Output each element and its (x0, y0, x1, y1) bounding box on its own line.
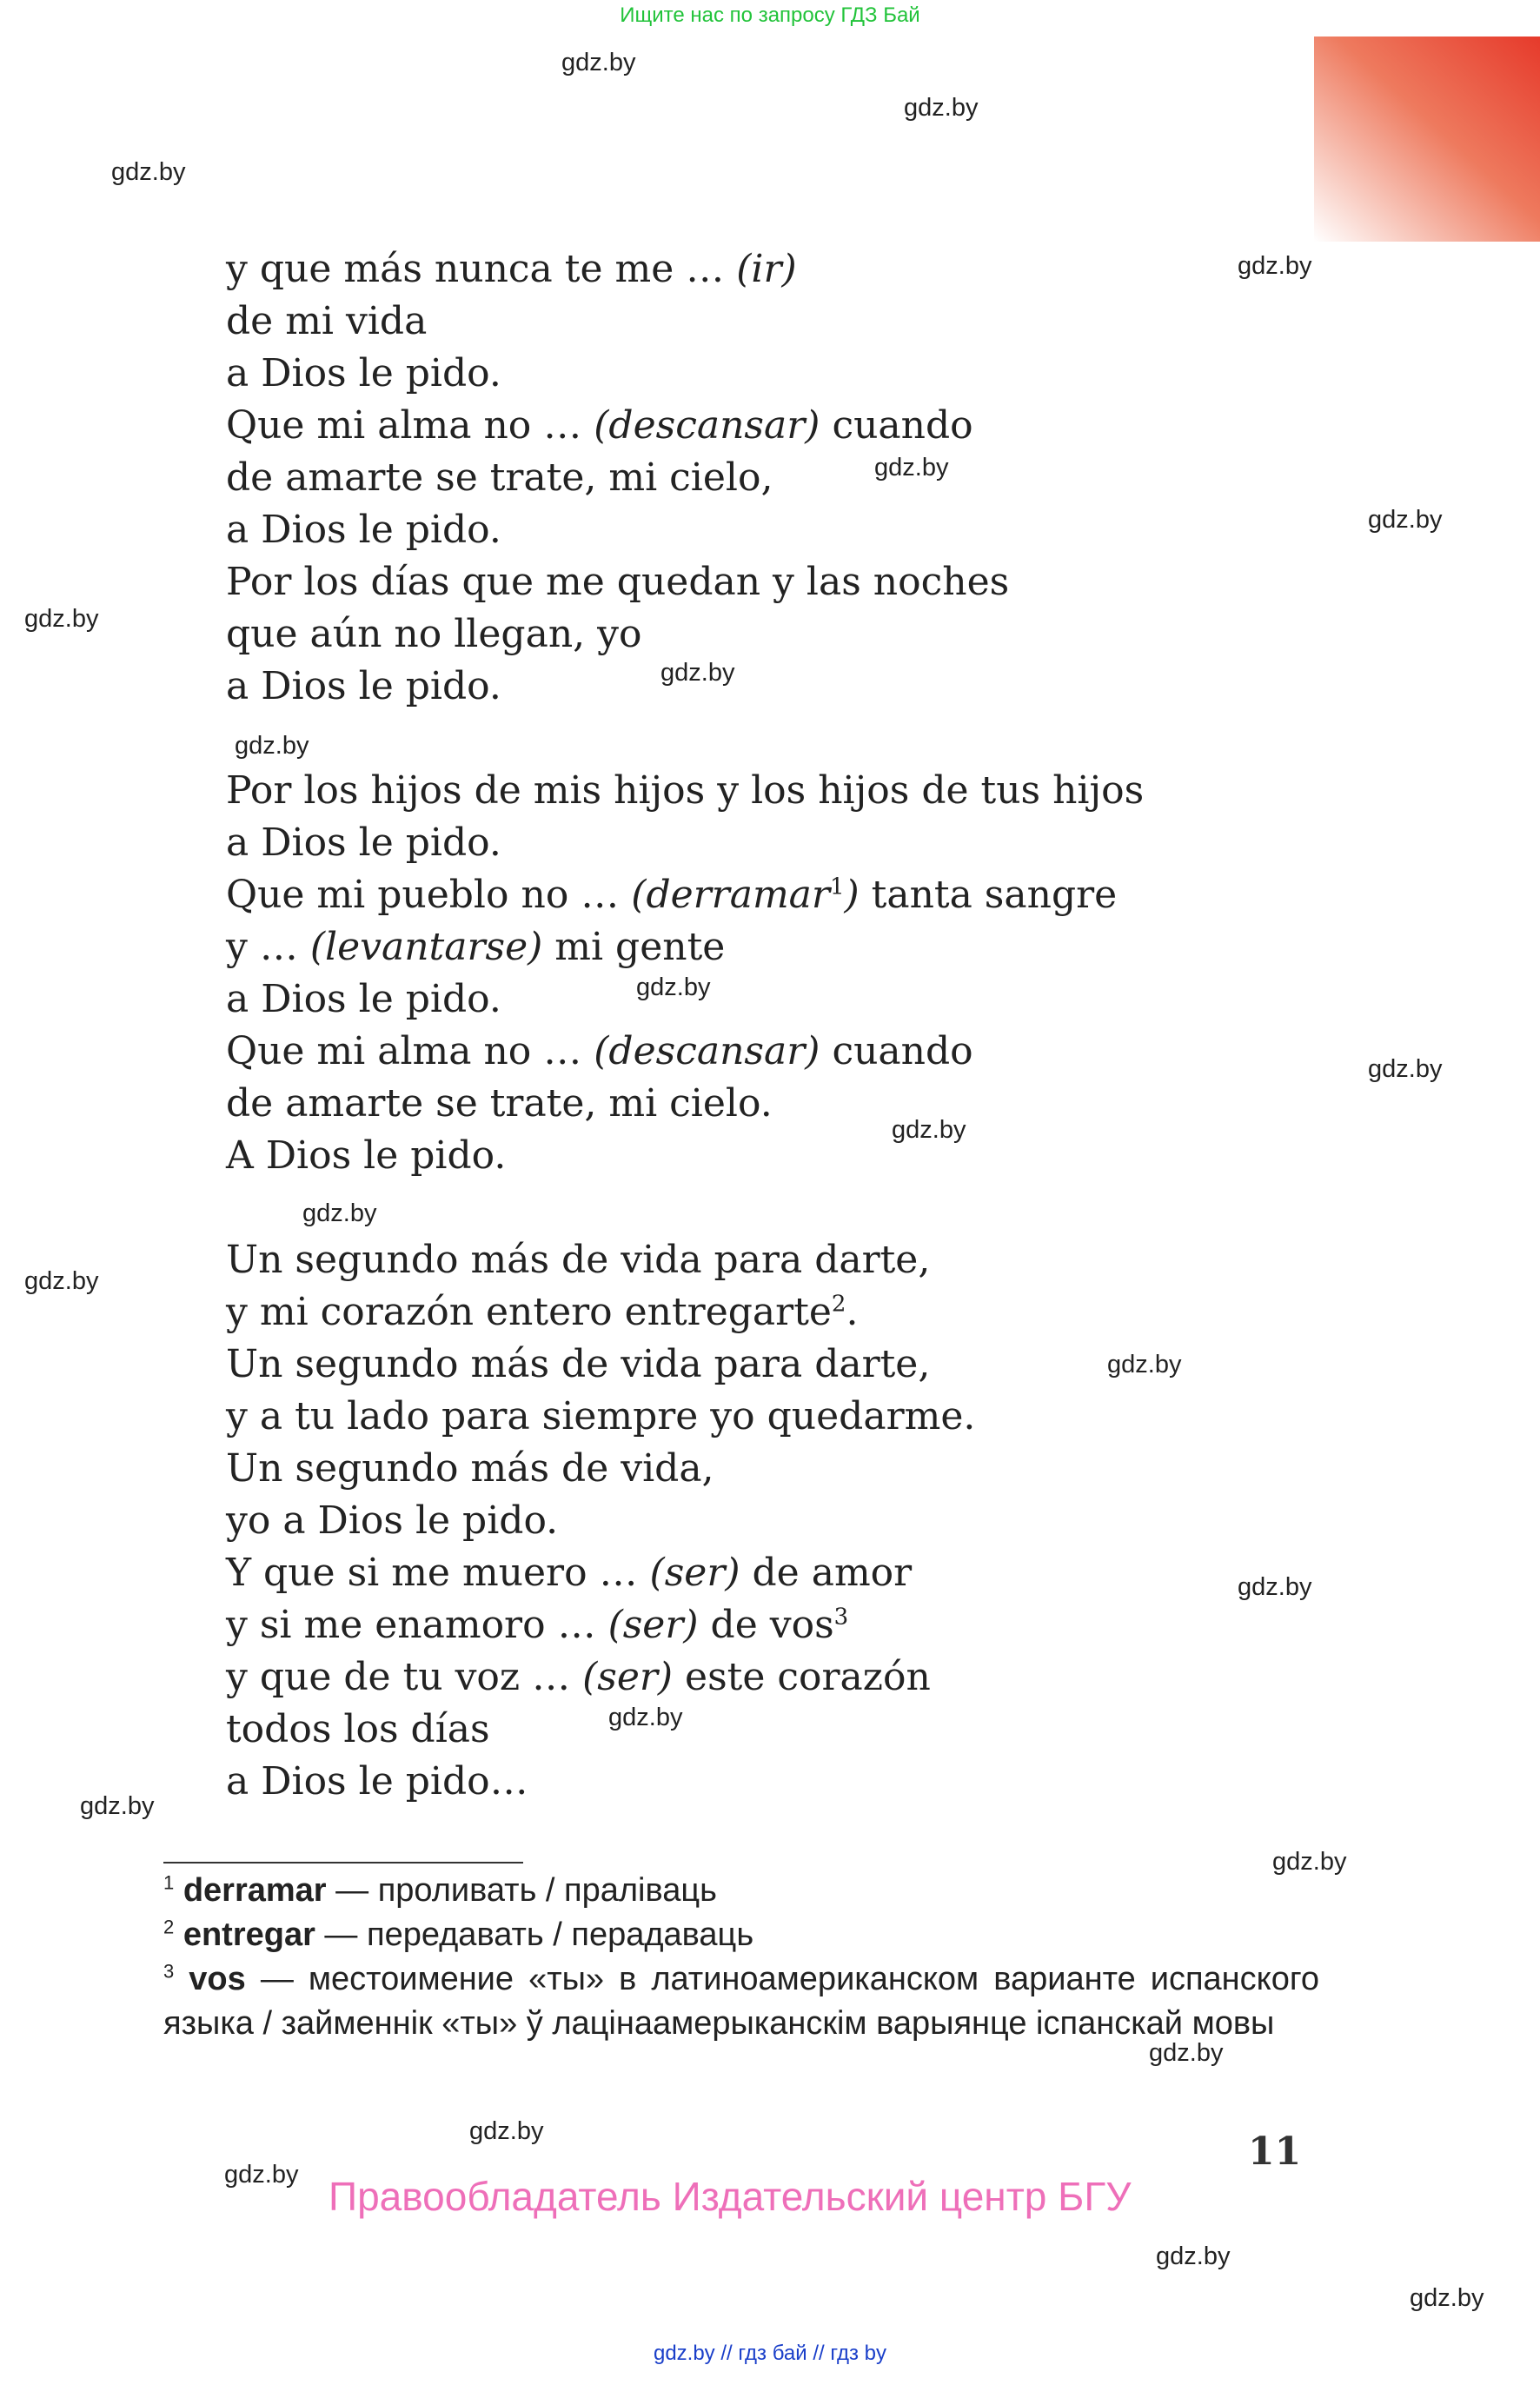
lyric-line: a Dios le pido. (226, 977, 501, 1021)
song-lyrics (226, 243, 1269, 1808)
watermark: gdz.by (1238, 252, 1312, 280)
watermark: gdz.by (302, 1199, 377, 1227)
lyric-line: Que mi alma no … (descansar) cuando (226, 403, 973, 448)
corner-decoration (1314, 37, 1540, 242)
watermark: gdz.by (24, 1267, 99, 1295)
lyric-line: Por los hijos de mis hijos y los hijos de tus hijos (226, 768, 1145, 813)
top-banner[interactable]: Ищите нас по запросу ГДЗ Бай (620, 3, 920, 27)
footnote-ref: 3 (833, 1604, 849, 1631)
footnote-ref: 2 (831, 1291, 846, 1318)
footnote-text: — местоимение «ты» в латиноамериканском варианте испанского языка / займеннік «ты» ў лацінаамерыканскім варыянце іспанскай мовы (163, 1961, 1319, 2042)
lyric-line: Que mi pueblo no … (derramar$^1$) tanta sangre (226, 873, 1118, 917)
lyric-line: de mi vida (226, 299, 428, 343)
watermark: gdz.by (24, 605, 99, 633)
lyric-line: a Dios le pido. (226, 351, 501, 395)
watermark: gdz.by (1272, 1848, 1347, 1876)
lyric-line: de amarte se trate, mi cielo, (226, 455, 773, 500)
watermark: gdz.by (469, 2117, 544, 2145)
watermark: gdz.by (1149, 2039, 1224, 2067)
watermark: gdz.by (1156, 2242, 1231, 2270)
verb-hint: (descansar) (594, 1029, 820, 1073)
lyric-line: Un segundo más de vida, (226, 1446, 714, 1491)
watermark: gdz.by (892, 1116, 966, 1144)
footnote-text: — передавать / перадаваць (315, 1917, 754, 1953)
lyric-line: y mi corazón entero entregarte$^2$. (226, 1290, 859, 1334)
verb-hint: (descansar) (594, 403, 820, 448)
lyric-line: a Dios le pido… (226, 1759, 528, 1804)
watermark: gdz.by (1107, 1351, 1182, 1379)
watermark: gdz.by (1238, 1573, 1312, 1601)
lyric-line: Un segundo más de vida para darte, (226, 1342, 931, 1386)
watermark: gdz.by (561, 49, 636, 76)
footnote-divider (163, 1862, 523, 1863)
lyric-line: a Dios le pido. (226, 508, 501, 552)
watermark: gdz.by (660, 659, 735, 687)
footnote-text: — проливать / праліваць (326, 1872, 717, 1909)
lyric-line: a Dios le pido. (226, 664, 501, 708)
watermark: gdz.by (224, 2161, 299, 2189)
lyric-line: que aún no llegan, yo (226, 612, 642, 656)
footnote-1: $^1$ derramar — проливать / праліваць (163, 1871, 717, 1909)
footnote-term: vos (189, 1961, 246, 1997)
lyric-line: yo a Dios le pido. (226, 1498, 559, 1543)
footnote-term: entregar (183, 1917, 315, 1953)
verb-hint: (ser) (649, 1551, 740, 1595)
watermark: gdz.by (904, 94, 979, 122)
lyric-line: Y que si me muero … (ser) de amor (226, 1551, 913, 1595)
watermark: gdz.by (1410, 2284, 1484, 2312)
verb-hint: (levantarse) (309, 925, 543, 969)
stanza-1 (226, 243, 1269, 713)
watermark: gdz.by (235, 732, 309, 760)
verb-hint: (derramar$^1$) (631, 873, 860, 917)
lyric-line: A Dios le pido. (226, 1133, 507, 1178)
verb-hint: (ser) (582, 1655, 674, 1699)
copyright-holder: Правообладатель Издательский центр БГУ (329, 2174, 1132, 2219)
stanza-3 (226, 1234, 1269, 1808)
page-number: 11 (1248, 2129, 1302, 2174)
watermark: gdz.by (874, 454, 949, 482)
footnote-3: $^3$ vos — местоимение «ты» в латиноамериканском варианте испанского языка / займеннік «ты» ў лацінаамерыканскім варыянце іспанскай мовы (163, 1960, 1319, 2042)
bottom-links[interactable]: gdz.by // гдз бай // гдз by (653, 2342, 887, 2365)
watermark: gdz.by (80, 1792, 155, 1820)
verb-hint: (ser) (607, 1603, 699, 1647)
footnote-term: derramar (183, 1872, 327, 1909)
stanza-2 (226, 765, 1269, 1182)
lyric-line: Por los días que me quedan y las noches (226, 560, 1010, 604)
footnote-ref: 1 (829, 874, 845, 900)
watermark: gdz.by (1368, 506, 1443, 534)
lyric-line: todos los días (226, 1707, 490, 1751)
watermark: gdz.by (636, 973, 711, 1001)
lyric-line: y que de tu voz … (ser) este corazón (226, 1655, 931, 1699)
footnote-2: $^2$ entregar — передавать / перадаваць (163, 1916, 754, 1953)
footnotes (163, 1869, 1319, 2046)
watermark: gdz.by (111, 158, 186, 186)
lyric-line: y que más nunca te me … (ir) (226, 247, 797, 291)
verb-hint: (ir) (736, 247, 797, 291)
lyric-line: y si me enamoro … (ser) de vos$^3$ (226, 1603, 849, 1647)
lyric-line: Que mi alma no … (descansar) cuando (226, 1029, 973, 1073)
watermark: gdz.by (608, 1704, 683, 1731)
lyric-line: Un segundo más de vida para darte, (226, 1238, 931, 1282)
lyric-line: y a tu lado para siempre yo quedarme. (226, 1394, 976, 1438)
lyric-line: a Dios le pido. (226, 820, 501, 865)
lyric-line: de amarte se trate, mi cielo. (226, 1081, 773, 1126)
watermark: gdz.by (1368, 1055, 1443, 1083)
lyric-line: y … (levantarse) mi gente (226, 925, 726, 969)
